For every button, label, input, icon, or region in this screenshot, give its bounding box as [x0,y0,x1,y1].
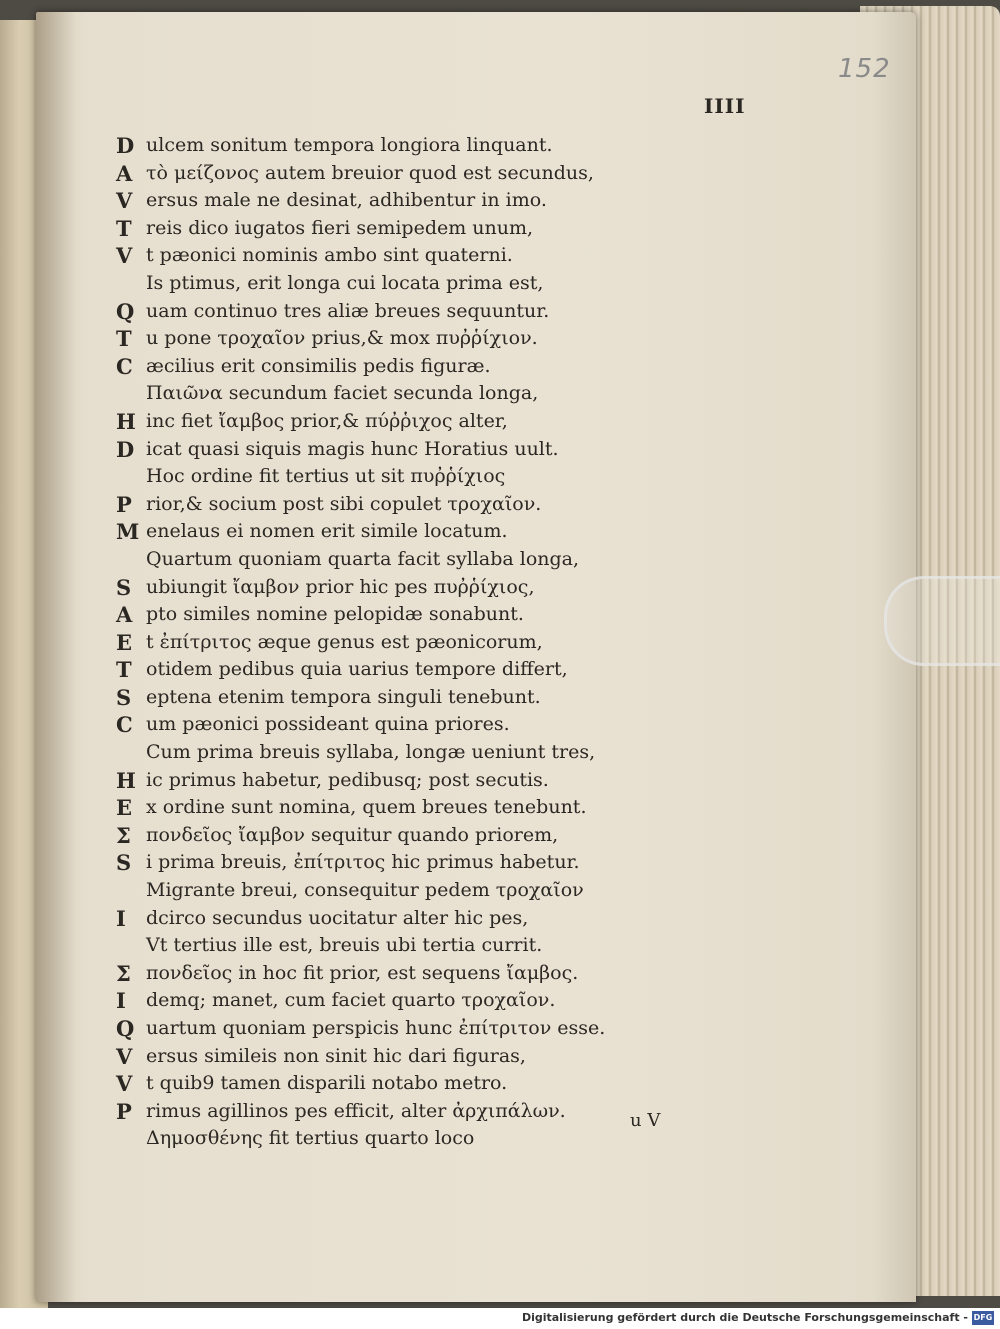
line-text: Vt tertius ille est, breuis ubi tertia currit. [146,934,543,957]
line-text: uam continuo tres aliæ breues sequuntur. [146,299,550,322]
line-text: ubiungit ἴαμβον prior hic pes πυῤῥίχιος, [146,575,535,598]
footer-bar [0,1308,1000,1329]
verse-line [116,711,716,739]
verse-line [116,574,716,602]
line-text: ic primus habetur, pedibusq; post secutis. [146,768,549,791]
verse-line [116,739,716,767]
verse-line [116,518,716,546]
verse-line [116,849,716,877]
verse-line [116,1070,716,1098]
line-initial: A [116,602,133,628]
book-page [36,12,916,1302]
line-text: otidem pedibus quia uarius tempore differt, [146,658,568,681]
line-text: Quartum quoniam quarta facit syllaba longa, [146,547,580,570]
verse-line [116,1098,716,1126]
verse-line [116,905,716,933]
line-text: Παιῶνα secundum faciet secunda longa, [146,382,539,405]
line-initial: I [116,988,126,1014]
verse-line [116,767,716,795]
verse-line [116,132,716,160]
line-initial: A [116,160,133,186]
line-initial: P [116,1098,132,1124]
verse-line [116,187,716,215]
line-text: Cum prima breuis syllaba, longæ ueniunt tres, [146,741,596,764]
line-text: Hoc ordine fit tertius ut sit πυῤῥίχιος [146,465,506,488]
line-text: pto similes nomine pelopidæ sonabunt. [146,603,524,626]
verse-line [116,242,716,270]
line-initial: D [116,133,135,158]
verse-line [116,298,716,326]
line-text: t quib9 tamen disparili notabo metro. [146,1072,508,1095]
line-text: rimus agillinos pes efficit, alter ἀρχιπάλων. [146,1099,566,1122]
line-text: πονδεῖος in hoc fit prior, est sequens ἴαμβος. [146,961,579,984]
line-initial: S [116,684,132,710]
verse-line [116,1015,716,1043]
verse-line [116,987,716,1015]
verse-line [116,380,716,408]
line-text: Δημοσθένης fit tertius quarto loco [146,1127,475,1150]
page-clip [884,576,1000,666]
line-text: eptena etenim tempora singuli tenebunt. [146,685,541,708]
catchword: u V [630,1110,661,1131]
line-text: Migrante breui, consequitur pedem τροχαῖον [146,879,584,902]
line-initial: T [116,657,132,683]
line-text: rior,& socium post sibi copulet τροχαῖον. [146,492,542,515]
line-text: i prima breuis, ἐπίτριτος hic primus habetur. [146,851,580,874]
line-initial: H [116,767,136,793]
line-initial: T [116,215,132,241]
line-initial: M [116,519,140,545]
line-text: ersus simileis non sinit hic dari figuras, [146,1044,526,1067]
line-initial: C [116,712,133,738]
verse-line [116,822,716,850]
verse-line [116,877,716,905]
verse-line [116,463,716,491]
line-initial: P [116,491,132,517]
verse-line [116,325,716,353]
verse-line [116,491,716,519]
line-initial: Σ [116,960,131,986]
verse-line [116,656,716,684]
verse-line [116,684,716,712]
line-text: icat quasi siquis magis hunc Horatius uult. [146,437,559,460]
line-initial: Q [116,1016,135,1041]
line-text: ersus male ne desinat, adhibentur in imo. [146,189,547,212]
verse-line [116,215,716,243]
line-initial: V [116,1071,133,1097]
line-initial: Q [116,298,135,324]
verse-line [116,1043,716,1071]
verse-text-block [116,132,716,1153]
line-initial: V [116,188,133,214]
line-initial: E [116,629,133,655]
line-initial: H [116,408,136,434]
verse-line [116,546,716,574]
verse-line [116,270,716,298]
verse-line [116,353,716,381]
line-text: τὸ μείζονος autem breuior quod est secundus, [146,161,594,184]
line-text: t ἐπίτριτος æque genus est pæonicorum, [146,630,543,653]
line-initial: S [116,574,132,600]
verse-line [116,601,716,629]
line-initial: V [116,243,133,269]
line-text: u pone τροχαῖον prius,& mox πυῤῥίχιον. [146,327,538,350]
verse-line [116,794,716,822]
line-initial: S [116,850,132,876]
verse-line [116,160,716,188]
line-text: ulcem sonitum tempora longiora linquant. [146,134,553,156]
line-text: um pæonici possideant quina priores. [146,713,510,736]
verse-line [116,960,716,988]
line-initial: I [116,905,126,931]
line-text: πονδεῖος ἴαμβον sequitur quando priorem, [146,823,559,846]
line-initial: C [116,353,133,379]
verse-line [116,932,716,960]
line-text: enelaus ei nomen erit simile locatum. [146,520,508,543]
line-text: demq; manet, cum faciet quarto τροχαῖον. [146,989,556,1012]
verse-line [116,436,716,464]
funding-credit: Digitalisierung gefördert durch die Deutsche Forschungsgemeinschaft - [521,1311,968,1324]
line-text: inc fiet ἴαμβος prior,& πύῤῥιχος alter, [146,409,508,432]
line-text: dcirco secundus uocitatur alter hic pes, [146,906,529,929]
verse-line [116,629,716,657]
line-text: æcilius erit consimilis pedis figuræ. [146,354,491,377]
line-initial: T [116,326,132,352]
signature-mark: IIII [704,94,746,118]
line-initial: Σ [116,822,131,848]
line-initial: E [116,795,133,821]
line-text: reis dico iugatos fieri semipedem unum, [146,216,534,239]
line-text: t pæonici nominis ambo sint quaterni. [146,244,513,267]
verse-line [116,408,716,436]
line-text: x ordine sunt nomina, quem breues tenebunt. [146,796,587,819]
dfg-logo: DFG [972,1311,994,1325]
verse-line [116,1125,716,1153]
line-initial: V [116,1043,133,1069]
line-initial: D [116,436,135,462]
line-text: uartum quoniam perspicis hunc ἐπίτριτον esse. [146,1017,606,1039]
gutter-shadow [36,12,76,1302]
handwritten-folio-number: 152 [838,54,891,84]
line-text: Is ptimus, erit longa cui locata prima est, [146,271,544,294]
